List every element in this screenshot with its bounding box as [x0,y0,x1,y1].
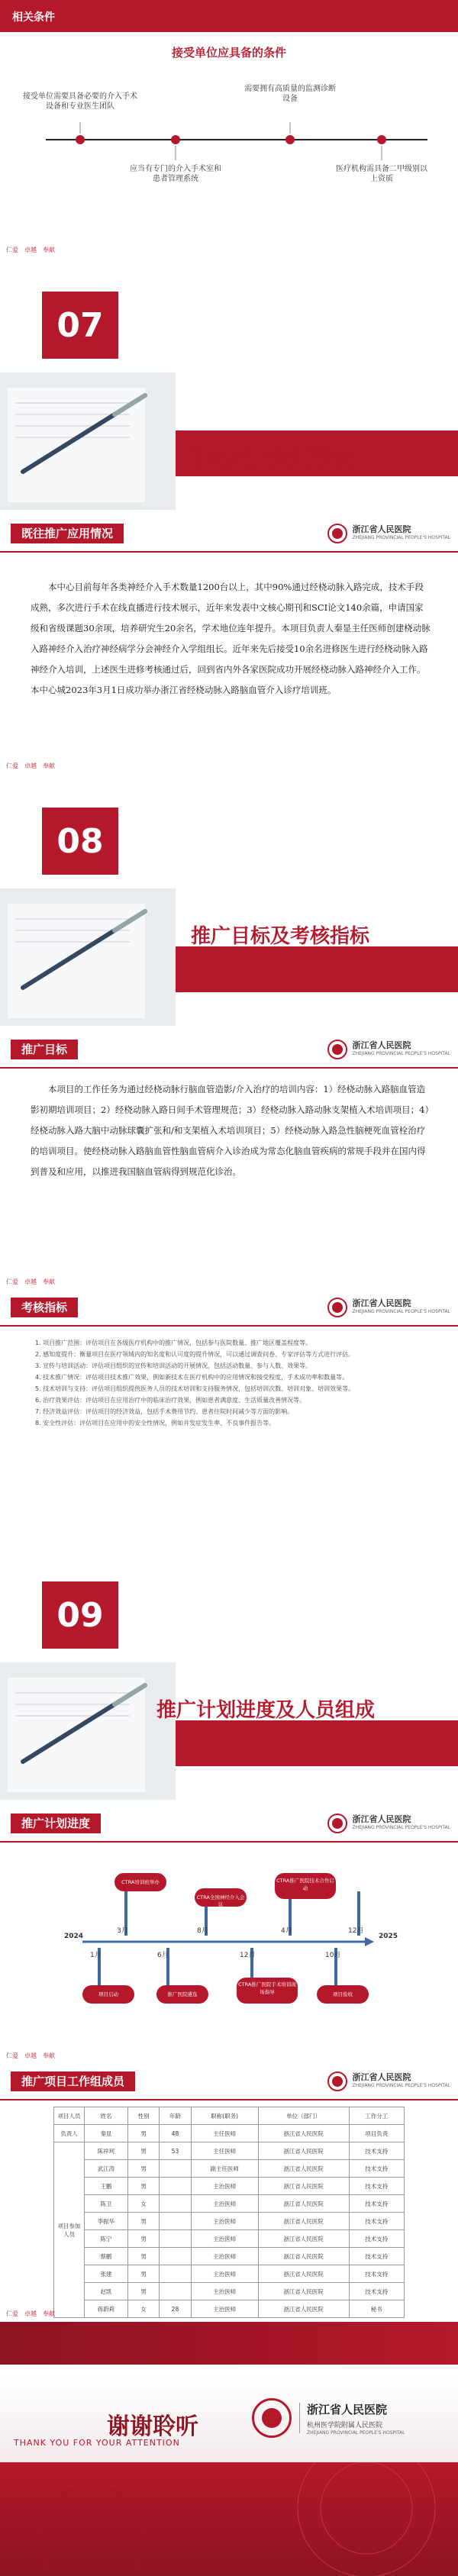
condition-item-4: 医疗机构需具备二甲级别以上资质 [336,165,427,183]
decorative-pattern [0,2462,458,2576]
table-cell: 男 [127,2178,159,2195]
table-cell: 男 [127,2265,159,2283]
table-cell: 浙江省人民医院 [258,2195,349,2213]
month-label: 1月 [90,1952,102,1959]
table-cell: 男 [127,2160,159,2178]
seal-icon [327,2071,347,2091]
table-header-row [54,2107,405,2125]
timeline-arrow [365,1937,374,1946]
table-cell: 技术支持 [349,2248,404,2265]
hospital-logo: 浙江省人民医院 ZHEJIANG PROVINCIAL PEOPLE'S HOSPITAL [327,1296,450,1319]
logo-name-2: 杭州医学院附属人民医院 [307,2422,383,2429]
table-row [54,2248,405,2265]
condition-item-2: 应当有专门的介入手术室和患者管理系统 [130,165,221,183]
kpi-list [35,1337,432,1429]
seal-icon [327,524,347,543]
hospital-logo: 浙江省人民医院 ZHEJIANG PROVINCIAL PEOPLE'S HOSPITAL [327,1812,450,1835]
milestone-label: CTRA推广医院手术培训现场指导 [238,1981,296,1995]
hospital-seal-icon [252,2398,292,2438]
section-number: 08 [42,808,118,875]
footer-motto: 仁爱 卓越 奉献 [6,247,55,253]
table-cell: 王鹏 [85,2178,128,2195]
table-cell: 秦显 [85,2125,128,2142]
milestone-label: CTRA培训班举办 [121,1879,160,1885]
section-number: 09 [42,1581,118,1649]
milestone-label: 项目验收 [333,1991,353,1997]
ending-bottom-band [0,2462,458,2576]
condition-item-1: 接受单位需要具备必要的介入手术设备和专业医生团队 [23,92,137,111]
table-cell: 女 [127,2300,159,2318]
slide-team [0,2064,458,2322]
pen-paper-image [0,372,191,516]
table-cell: 浙江省人民医院 [258,2142,349,2160]
section-number: 07 [42,292,118,359]
table-cell: 28 [160,2300,191,2318]
timeline-dot [76,135,85,144]
table-cell: 副主任医师 [191,2160,258,2178]
start-year: 2024 [64,1933,84,1940]
table-cell: 浙江省人民医院 [258,2283,349,2300]
table-cell [160,2248,191,2265]
table-cell: 蔡鹏 [85,2248,128,2265]
timeline-dot [171,135,180,144]
table-cell: 陈宁 [85,2230,128,2248]
footer-motto: 仁爱 卓越 奉献 [6,2052,55,2059]
table-cell: 蒋蔚莉 [85,2300,128,2318]
month-label: 3月 [117,1927,128,1935]
table-row [54,2195,405,2213]
pen-paper-image [0,1662,191,1806]
history-body: 本中心目前每年各类神经介入手术数量1200台以上，其中90%通过经桡动脉入路完成，技术手段成熟，多次进行手术在线直播进行技术展示，近年来发表中文核心期刊和SCI论文140余篇，申请国家级和省级课题30余项，培养研究生20余名，学术地位连年提升。本项目负责人秦显主任医师创建桡动脉入路神经介入治疗神经病学分会神经介入学组组长。近年来先后接受10余名进修医生进行经桡动脉入路神经介入培训，上述医生进修考核通过后，回到省内外各家医院成功开展经桡动脉入路神经介入工作。本中心城2023年3月1日成功举办浙江省经桡动脉入路脑血管介入诊疗培训班。 [31,582,431,695]
table-cell: 浙江省人民医院 [258,2160,349,2178]
slide-header: 既往推广应用情况 [11,524,124,543]
slide-goal [0,1032,458,1290]
slide-kpi [0,1290,458,1548]
milestone-label: CTRA推广医院技术合作启动 [276,1878,334,1891]
table-cell [160,2178,191,2195]
table-cell: 男 [127,2142,159,2160]
logo-name: 浙江省人民医院 [307,2403,388,2416]
slide-header: 推广计划进度 [11,1814,101,1833]
table-cell [160,2230,191,2248]
table-cell: 浙江省人民医院 [258,2265,349,2283]
hospital-logo: 浙江省人民医院 ZHEJIANG PROVINCIAL PEOPLE'S HOSPITAL [327,2070,450,2093]
section-title: 推广目标及考核指标 [191,925,370,948]
table-cell: 48 [160,2125,191,2142]
seal-icon [327,1040,347,1059]
table-cell: 主治医师 [191,2265,258,2283]
footer-motto: 仁爱 卓越 奉献 [6,762,55,769]
table-cell: 浙江省人民医院 [258,2125,349,2142]
month-label: 6月 [157,1952,169,1959]
milestone-label: 推广医院遴选 [167,1991,198,1997]
table-cell: 技术支持 [349,2213,404,2230]
milestone-label: 项目启动 [98,1991,118,1997]
timeline-dot [377,135,386,144]
slide-header: 推广目标 [11,1040,78,1059]
table-cell: 男 [127,2230,159,2248]
table-cell: 技术支持 [349,2195,404,2213]
table-row [54,2300,405,2318]
footer-motto: 仁爱 卓越 奉献 [6,2310,55,2317]
section-slide-07 [0,258,458,516]
table-cell: 秘书 [349,2300,404,2318]
section-slide-09 [0,1548,458,1806]
thanks-text: 谢谢聆听 [107,2413,198,2440]
table-row [54,2230,405,2248]
ending-top-band [0,2322,458,2365]
table-cell: 陈祥珂 [85,2142,128,2160]
month-label: 4月 [281,1927,292,1935]
table-cell: 主任医师 [191,2142,258,2160]
logo-name-en: ZHEJIANG PROVINCIAL PEOPLE'S HOSPITAL [307,2430,405,2436]
slide-history [0,516,458,774]
table-cell: 浙江省人民医院 [258,2230,349,2248]
table-cell: 张建 [85,2265,128,2283]
kpi-item: 5. 技术培训与支持：评估项目组织提供医务人员的技术培训和支持服务情况，包括培训次数、培训对象、培训效果等。 [35,1385,355,1392]
table-cell: 主治医师 [191,2213,258,2230]
table-cell: 主治医师 [191,2178,258,2195]
slide-header: 相关条件 [12,11,55,24]
table-cell: 技术支持 [349,2283,404,2300]
table-row [54,2125,405,2142]
footer-motto: 仁爱 卓越 奉献 [6,1278,55,1285]
table-cell: 项目负责 [349,2125,404,2142]
table-cell [160,2265,191,2283]
slide-ending [0,2322,458,2576]
slide-header: 推广项目工作组成员 [11,2071,135,2091]
page-title: 接受单位应具备的条件 [171,46,286,60]
table-cell: 浙江省人民医院 [258,2213,349,2230]
table-cell [160,2160,191,2178]
group-label: 项目参加人员 [54,2142,85,2318]
table-cell: 技术支持 [349,2178,404,2195]
timeline-svg [0,0,458,258]
slide-header: 考核指标 [11,1298,78,1317]
pen-paper-image [0,888,191,1032]
table-cell: 技术支持 [349,2142,404,2160]
table-cell: 赵凯 [85,2283,128,2300]
column-header: 姓名 [85,2107,128,2125]
table-cell: 李振华 [85,2213,128,2230]
table-cell: 主治医师 [191,2230,258,2248]
slide-progress [0,1806,458,2064]
table-cell: 主治医师 [191,2283,258,2300]
column-header: 职称(职务) [191,2107,258,2125]
table-row [54,2160,405,2178]
table-cell: 53 [160,2142,191,2160]
condition-item-3: 需要拥有高质量的监测诊断设备 [244,85,336,103]
milestone-label: CTRA全国神经介入会议 [196,1894,245,1907]
table-cell: 浙江省人民医院 [258,2300,349,2318]
kpi-item: 4. 技术推广情况：评估项目技术推广效果，例如新技术在医疗机构中的应用情况和接受程度，手术成功率和数量等。 [35,1374,349,1381]
table-cell: 女 [127,2195,159,2213]
hospital-logo: 浙江省人民医院 ZHEJIANG PROVINCIAL PEOPLE'S HOSPITAL [327,522,450,545]
table-cell: 技术支持 [349,2230,404,2248]
table-row [54,2213,405,2230]
thanks-en: THANK YOU FOR YOUR ATTENTION [14,2438,180,2448]
month-label: 8月 [197,1927,208,1935]
goal-body: 本项目的工作任务为通过经桡动脉行脑血管造影/介入治疗的培训内容：1）经桡动脉入路脑血管造影初期培训项目；2）经桡动脉入路日间手术管理规范；3）经桡动脉入路动脉支架植入术培训项目；4）经桡动脉入路大脑中动脉球囊扩张和/和支架植入术培训项目；5）经桡动脉入路急性脑梗死血管栓治疗的培训项目。使经桡动脉入路脑血管性脑血管病介入诊治成为常态化脑血管疾病的常规手段并在国内得到普及和应用，以推进我国脑血管病得到规范化诊治。 [31,1084,430,1177]
table-cell: 武江涛 [85,2160,128,2178]
column-header: 项目人员 [54,2107,85,2125]
table-cell [160,2213,191,2230]
table-row [54,2265,405,2283]
month-label: 10月 [325,1952,341,1959]
section-slide-08 [0,774,458,1032]
table-row [54,2178,405,2195]
table-cell: 主治医师 [191,2300,258,2318]
table-row [54,2283,405,2300]
table-row [54,2142,405,2160]
column-header: 工作分工 [349,2107,404,2125]
table-cell: 浙江省人民医院 [258,2178,349,2195]
kpi-item: 7. 经济效益评估：评估项目的经济效益，包括手术费用节约、患者住院时间减少等方面的影响。 [35,1408,294,1415]
table-cell: 技术支持 [349,2160,404,2178]
table-cell: 技术支持 [349,2265,404,2283]
group-label: 负责人 [54,2125,85,2142]
slide-conditions [0,0,458,258]
timeline-dot [285,135,295,144]
kpi-item: 2. 感知度提升：衡量项目在医疗领域内的知名度和认可度的提升情况，可以通过调查问卷、专家评估等方式进行评估。 [35,1351,355,1358]
table-cell: 陈卫 [85,2195,128,2213]
column-header: 单位（部门） [258,2107,349,2125]
table-cell: 男 [127,2125,159,2142]
table-cell: 男 [127,2248,159,2265]
table-cell: 男 [127,2283,159,2300]
kpi-item: 1. 项目推广范围：评估项目在各级医疗机构中的推广情况，包括参与医院数量、推广地区覆盖程度等。 [35,1340,312,1346]
column-header: 性别 [127,2107,159,2125]
kpi-item: 6. 治疗效果评估：评估项目在应用治疗中的临床治疗效果，例如患者满意度、生活质量改善情况等。 [35,1397,306,1404]
table-cell: 主任医师 [191,2125,258,2142]
section-title: 既往推广应用情况 [191,450,350,472]
table-cell [160,2283,191,2300]
table-cell: 浙江省人民医院 [258,2248,349,2265]
table-cell: 主治医师 [191,2195,258,2213]
kpi-item: 3. 宣传与培训活动：评估项目组织的宣传和培训活动的开展情况，包括活动数量、参与人数、效果等。 [35,1362,312,1369]
team-table [53,2107,405,2318]
table-cell: 主治医师 [191,2248,258,2265]
month-label: 12月 [348,1927,364,1935]
section-title: 推广计划进度及人员组成 [156,1699,376,1722]
month-label: 12月 [240,1952,256,1959]
table-cell [160,2195,191,2213]
hospital-logo: 浙江省人民医院 ZHEJIANG PROVINCIAL PEOPLE'S HOSPITAL [327,1038,450,1061]
kpi-item: 8. 安全性评估：评估项目在应用中的安全性情况，例如并发症发生率、不良事件报告等。 [35,1420,276,1427]
table-cell: 男 [127,2213,159,2230]
ending-body [0,2378,458,2462]
column-header: 年龄 [160,2107,191,2125]
seal-icon [327,1298,347,1317]
end-year: 2025 [379,1933,398,1940]
